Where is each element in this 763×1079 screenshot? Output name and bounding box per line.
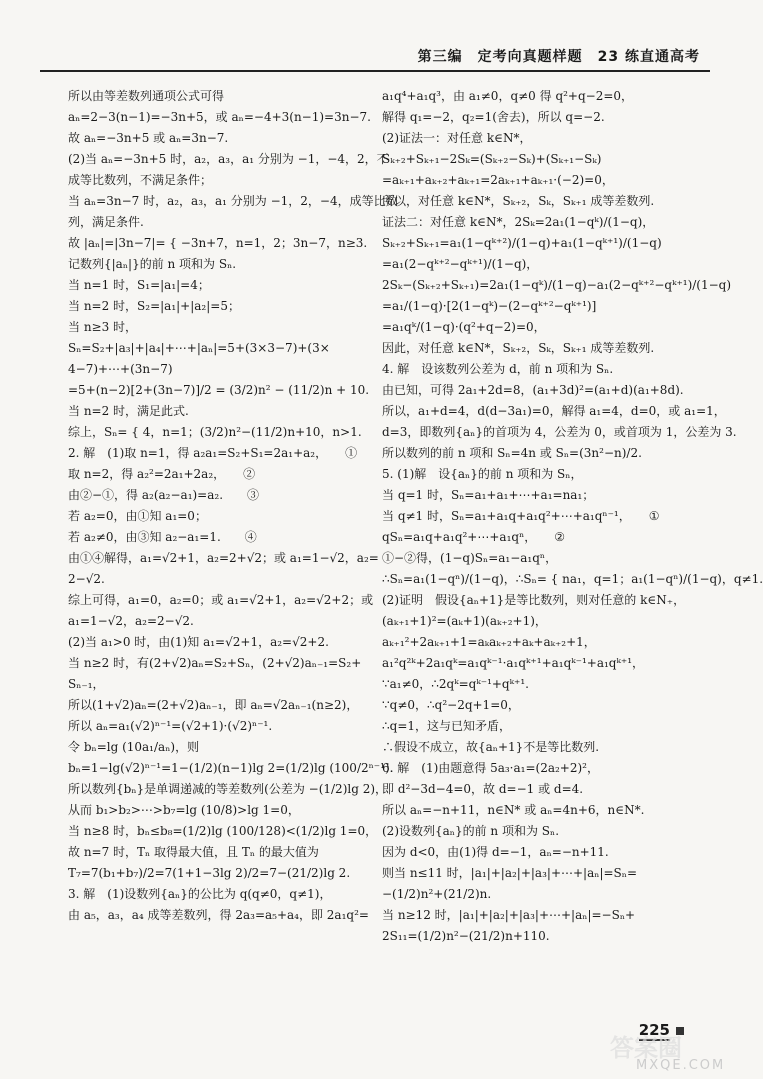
text-line: ∴q=1，这与已知矛盾， [382, 719, 512, 733]
text-line: (2)证法一：对任意 k∈N*， [382, 131, 532, 145]
text-line: 故 n=7 时，Tₙ 取得最大值，且 Tₙ 的最大值为 [68, 845, 319, 859]
text-line: bₙ=1−lg(√2)ⁿ⁻¹=1−(1/2)(n−1)lg 2=(1/2)lg (100/2ⁿ⁻¹). [68, 761, 394, 775]
text-line: Sₖ₊₂+Sₖ₊₁=a₁(1−qᵏ⁺²)/(1−q)+a₁(1−qᵏ⁺¹)/(1−q) [382, 236, 662, 250]
text-line: 由②−①，得 a₂(a₂−a₁)=a₂. ③ [68, 488, 260, 502]
text-line: a₁q⁴+a₁q³，由 a₁≠0，q≠0 得 q²+q−2=0， [382, 89, 634, 103]
right-column [382, 86, 763, 947]
text-line: 成等比数列，不满足条件； [68, 173, 213, 187]
text-line: ①−②得，(1−q)Sₙ=a₁−a₁qⁿ， [382, 551, 558, 565]
text-line: a₁²q²ᵏ+2a₁qᵏ=a₁qᵏ⁻¹·a₁qᵏ⁺¹+a₁qᵏ⁻¹+a₁qᵏ⁺¹， [382, 656, 645, 670]
text-line: Sₙ=S₂+|a₃|+|a₄|+⋯+|aₙ|=5+(3×3−7)+(3× [68, 341, 330, 355]
text-line: 当 n=2 时，S₂=|a₁|+|a₂|=5； [68, 299, 240, 313]
text-line: (2)设数列{aₙ}的前 n 项和为 Sₙ. [382, 824, 560, 838]
text-line: 综上可得，a₁=0，a₂=0；或 a₁=√2+1，a₂=√2+2；或 [68, 593, 374, 607]
text-line: T₇=7(b₁+b₇)/2=7(1+1−3lg 2)/2=7−(21/2)lg 2. [68, 866, 351, 880]
text-line: 综上，Sₙ= { 4，n=1；(3/2)n²−(11/2)n+10，n>1. [68, 425, 362, 439]
text-line: 当 q=1 时，Sₙ=a₁+a₁+⋯+a₁=na₁； [382, 488, 595, 502]
text-line: =aₖ₊₁+aₖ₊₂+aₖ₊₁=2aₖ₊₁+aₖ₊₁·(−2)=0， [382, 173, 614, 187]
text-line: 因此，对任意 k∈N*，Sₖ₊₂，Sₖ，Sₖ₊₁ 成等差数列. [382, 341, 655, 355]
text-line: 解得 q₁=−2，q₂=1(舍去)，所以 q=−2. [382, 110, 605, 124]
text-line: 所以，对任意 k∈N*，Sₖ₊₂，Sₖ，Sₖ₊₁ 成等差数列. [382, 194, 655, 208]
text-line: a₁=1−√2，a₂=2−√2. [68, 614, 194, 628]
text-line: 则当 n≤11 时，|a₁|+|a₂|+|a₃|+⋯+|aₙ|=Sₙ= [382, 866, 638, 880]
text-line: 当 n≥3 时， [68, 320, 138, 334]
text-line: =5+(n−2)[2+(3n−7)]/2 = (3/2)n² − (11/2)n + 10. [68, 383, 370, 397]
text-line: (2)当 a₁>0 时，由(1)知 a₁=√2+1，a₂=√2+2. [68, 635, 329, 649]
text-line: 证法二：对任意 k∈N*，2Sₖ=2a₁(1−qᵏ)/(1−q)， [382, 215, 655, 229]
text-line: ∵a₁≠0，∴2qᵏ=qᵏ⁻¹+qᵏ⁺¹. [382, 677, 529, 691]
text-line: 由已知，可得 2a₁+2d=8，(a₁+3d)²=(a₁+d)(a₁+8d). [382, 383, 684, 397]
text-line: d=3，即数列{aₙ}的首项为 4，公差为 0，或首项为 1，公差为 3. [382, 425, 737, 439]
page-number: 225 [638, 1021, 670, 1039]
text-line: 从而 b₁>b₂>⋯>b₇=lg (10/8)>lg 1=0， [68, 803, 300, 817]
text-line: 记数列{|aₙ|}的前 n 项和为 Sₙ. [68, 257, 237, 271]
text-line: 若 a₂=0，由①知 a₁=0； [68, 509, 207, 523]
text-line: 6. 解 (1)由题意得 5a₃·a₁=(2a₂+2)²， [382, 761, 599, 775]
text-line: =a₁/(1−q)·[2(1−qᵏ)−(2−qᵏ⁺²−qᵏ⁺¹)] [382, 299, 597, 313]
text-line: =a₁(2−qᵏ⁺²−qᵏ⁺¹)/(1−q)， [382, 257, 539, 271]
text-line: (2)证明 假设{aₙ+1}是等比数列，则对任意的 k∈N₊， [382, 593, 686, 607]
text-line: aₖ₊₁²+2aₖ₊₁+1=aₖaₖ₊₂+aₖ+aₖ₊₂+1， [382, 635, 596, 649]
text-line: 所以，a₁+d=4，d(d−3a₁)=0，解得 a₁=4，d=0，或 a₁=1， [382, 404, 726, 418]
text-line: 当 n=2 时，满足此式. [68, 404, 189, 418]
page-header [40, 40, 710, 72]
text-line: 因为 d<0，由(1)得 d=−1，aₙ=−n+11. [382, 845, 609, 859]
text-line: 若 a₂≠0，由③知 a₂−a₁=1. ④ [68, 530, 257, 544]
text-line: =a₁qᵏ/(1−q)·(q²+q−2)=0， [382, 320, 546, 334]
text-line: ∴Sₙ=a₁(1−qⁿ)/(1−q)，∴Sₙ= { na₁，q=1；a₁(1−qⁿ)/(1−q)，q≠1. [382, 572, 763, 586]
text-line: 所以(1+√2)aₙ=(2+√2)aₙ₋₁，即 aₙ=√2aₙ₋₁(n≥2)， [68, 698, 359, 712]
text-line: 取 n=2，得 a₂²=2a₁+2a₂， ② [68, 467, 256, 481]
text-line: 当 n≥12 时，|a₁|+|a₂|+|a₃|+⋯+|aₙ|=−Sₙ+ [382, 908, 636, 922]
text-line: 即 d²−3d−4=0，故 d=−1 或 d=4. [382, 782, 584, 796]
text-line: ∵q≠0，∴q²−2q+1=0， [382, 698, 520, 712]
text-line: 2S₁₁=(1/2)n²−(21/2)n+110. [382, 929, 550, 943]
text-line: 故 aₙ=−3n+5 或 aₙ=3n−7. [68, 131, 229, 145]
text-line: 2. 解 (1)取 n=1，得 a₂a₁=S₂+S₁=2a₁+a₂， ① [68, 446, 358, 460]
watermark-logo: 答案圈 [610, 1034, 682, 1062]
text-line: 当 aₙ=3n−7 时，a₂，a₃，a₁ 分别为 −1，2，−4，成等比数 [68, 194, 398, 208]
text-line: qSₙ=a₁q+a₁q²+⋯+a₁qⁿ， ② [382, 530, 566, 544]
text-line: 所以由等差数列通项公式可得 [68, 89, 225, 103]
text-line: 当 n≥2 时，有(2+√2)aₙ=S₂+Sₙ，(2+√2)aₙ₋₁=S₂+ [68, 656, 362, 670]
text-line: 所以 aₙ=−n+11，n∈N* 或 aₙ=4n+6，n∈N*. [382, 803, 645, 817]
text-line: 当 q≠1 时，Sₙ=a₁+a₁q+a₁q²+⋯+a₁qⁿ⁻¹， ① [382, 509, 660, 523]
text-line: 3. 解 (1)设数列{aₙ}的公比为 q(q≠0，q≠1)， [68, 887, 332, 901]
text-line: 列，满足条件. [68, 215, 144, 229]
text-line: aₙ=2−3(n−1)=−3n+5，或 aₙ=−4+3(n−1)=3n−7. [68, 110, 371, 124]
text-line: 4−7)+⋯+(3n−7) [68, 362, 173, 376]
text-line: 由①④解得，a₁=√2+1，a₂=2+√2；或 a₁=1−√2，a₂= [68, 551, 379, 565]
text-line: 令 bₙ=lg (10a₁/aₙ)，则 [68, 740, 200, 754]
text-line: 所以数列{bₙ}是单调递减的等差数列(公差为 −(1/2)lg 2)， [68, 782, 388, 796]
text-line: Sₖ₊₂+Sₖ₊₁−2Sₖ=(Sₖ₊₂−Sₖ)+(Sₖ₊₁−Sₖ) [382, 152, 602, 166]
watermark-url: MXQE.COM [636, 1058, 726, 1073]
text-line: −(1/2)n²+(21/2)n. [382, 887, 492, 901]
text-line: 所以 aₙ=a₁(√2)ⁿ⁻¹=(√2+1)·(√2)ⁿ⁻¹. [68, 719, 273, 733]
text-line: Sₙ₋₁， [68, 677, 105, 691]
text-line: 故 |aₙ|=|3n−7|= { −3n+7，n=1，2；3n−7，n≥3. [68, 236, 368, 250]
text-line: 所以数列的前 n 项和 Sₙ=4n 或 Sₙ=(3n²−n)/2. [382, 446, 642, 460]
header-title: 第三编 定考向真题样题 23 练直通高考 [417, 49, 700, 65]
text-line: 当 n≥8 时，bₙ≤b₈=(1/2)lg (100/128)<(1/2)lg 1=0， [68, 824, 378, 838]
text-line: 2Sₖ−(Sₖ₊₂+Sₖ₊₁)=2a₁(1−qᵏ)/(1−q)−a₁(2−qᵏ⁺²−qᵏ⁺¹)/(1−q) [382, 278, 732, 292]
text-line: (2)当 aₙ=−3n+5 时，a₂，a₃，a₁ 分别为 −1，−4，2，不 [68, 152, 389, 166]
text-line: 4. 解 设该数列公差为 d，前 n 项和为 Sₙ. [382, 362, 614, 376]
text-line: 由 a₅，a₃，a₄ 成等差数列，得 2a₃=a₅+a₄，即 2a₁q²= [68, 908, 369, 922]
text-line: 2−√2. [68, 572, 105, 586]
left-column [68, 86, 398, 926]
text-line: (aₖ₊₁+1)²=(aₖ+1)(aₖ₊₂+1)， [382, 614, 547, 628]
text-line: 5. (1)解 设{aₙ}的前 n 项和为 Sₙ， [382, 467, 583, 481]
text-line: 当 n=1 时，S₁=|a₁|=4； [68, 278, 210, 292]
text-line: ∴假设不成立，故{aₙ+1}不是等比数列. [382, 740, 600, 754]
